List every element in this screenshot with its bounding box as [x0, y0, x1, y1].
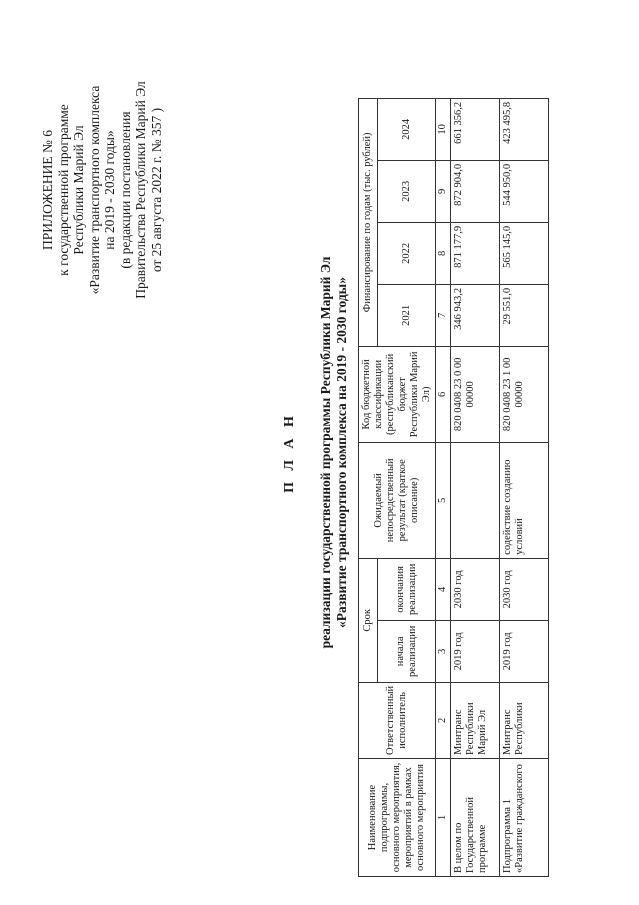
column-number: 8	[436, 222, 451, 284]
row-start: 2019 год	[451, 620, 500, 682]
appendix-line: от 25 августа 2022 г. № 357 )	[148, 107, 164, 273]
appendix-line: на 2019 - 2030 годы»	[102, 130, 117, 250]
header-end: окончания реализации	[378, 558, 436, 620]
header-year: 2024	[378, 98, 436, 160]
row-value: 423 495,8	[500, 98, 549, 160]
header-start: начала реализации	[378, 620, 436, 682]
header-term: Срок	[359, 558, 378, 682]
header-code: Код бюджетной классификации (республиканский бюджет Республики Марий Эл)	[359, 346, 436, 442]
column-number: 3	[436, 620, 451, 682]
appendix-line: (в редакции постановления	[117, 111, 133, 269]
header-finance: Финансирование по годам (тыс. рублей)	[359, 98, 378, 346]
appendix-line: Правительства Республики Марий Эл	[133, 81, 148, 299]
header-year: 2021	[378, 284, 436, 346]
column-number: 9	[436, 160, 451, 222]
row-end: 2030 год	[451, 558, 500, 620]
subtitle-line-2: «Развитие транспортного комплекса на 2019 - 2030 годы»	[334, 277, 349, 628]
table-row	[451, 98, 500, 876]
header-result: Ожидаемый непосредственный результат (краткое описание)	[359, 442, 436, 558]
column-number: 7	[436, 284, 451, 346]
row-value: 29 551,0	[500, 284, 549, 346]
row-value: 565 145,0	[500, 222, 549, 284]
page-subtitle	[318, 0, 350, 905]
row-value: 871 177,9	[451, 222, 500, 284]
row-result	[451, 442, 500, 558]
row-code: 820 0408 23 1 00 00000	[500, 346, 549, 442]
row-result: содействие созданию условий	[500, 442, 549, 558]
row-name: В целом по Государственной программе	[451, 759, 500, 877]
row-value: 872 904,0	[451, 160, 500, 222]
column-number: 4	[436, 558, 451, 620]
plan-table	[358, 98, 549, 877]
row-executor: Минтранс Республики	[500, 682, 549, 758]
header-name: Наименование подпрограммы, основного мероприятия, мероприятий в рамках основного мероприятия	[359, 759, 436, 877]
row-executor: Минтранс Республики Марий Эл	[451, 682, 500, 758]
row-code: 820 0408 23 0 00 00000	[451, 346, 500, 442]
table-row	[500, 98, 549, 876]
header-year: 2023	[378, 160, 436, 222]
row-value: 346 943,2	[451, 284, 500, 346]
subtitle-line-1: реализации государственной программы Республики Марий Эл	[318, 256, 333, 649]
header-year: 2022	[378, 222, 436, 284]
row-start: 2019 год	[500, 620, 549, 682]
row-end: 2030 год	[500, 558, 549, 620]
appendix-line: ПРИЛОЖЕНИЕ № 6	[40, 129, 55, 251]
appendix-line: «Развитие транспортного комплекса	[86, 85, 102, 295]
column-number: 10	[436, 98, 451, 160]
header-executor: Ответственный исполнитель	[359, 682, 436, 758]
appendix-block	[40, 30, 164, 350]
column-number: 1	[436, 759, 451, 877]
row-value: 544 950,0	[500, 160, 549, 222]
column-number: 2	[436, 682, 451, 758]
row-name: Подпрограмма 1 «Развитие гражданского	[500, 759, 549, 877]
page-title: П Л А Н	[282, 412, 297, 493]
row-value: 661 356,2	[451, 98, 500, 160]
column-number: 5	[436, 442, 451, 558]
appendix-line: Республики Марий Эл	[71, 125, 86, 255]
column-number: 6	[436, 346, 451, 442]
appendix-line: к государственной программе	[55, 104, 71, 276]
